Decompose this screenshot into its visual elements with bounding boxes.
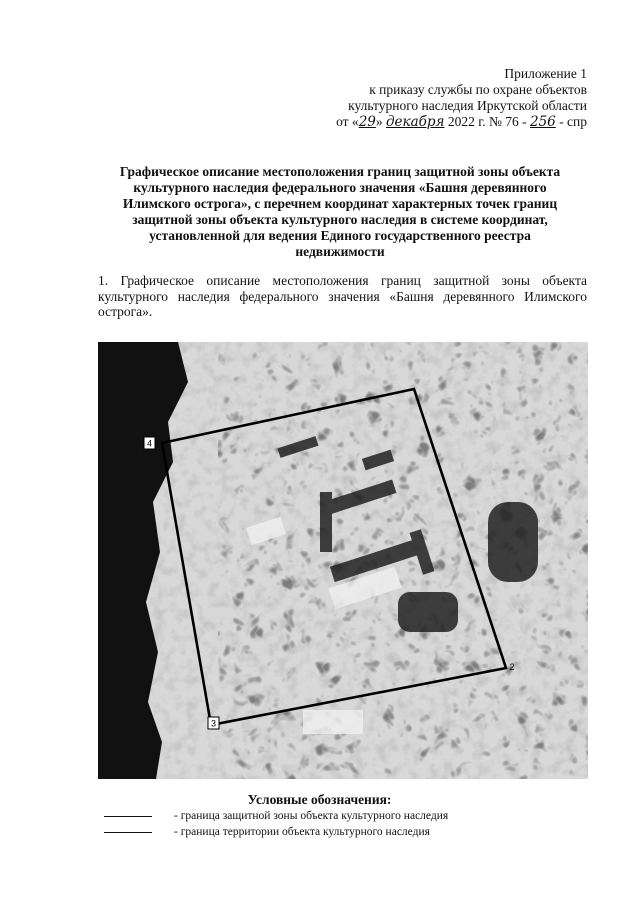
handwritten-number: 256 [530,114,556,130]
point-label-4 [144,437,155,449]
year-text: 2022 г. № 76 - [447,114,527,129]
legend-line-icon [104,816,152,817]
section-paragraph: 1. Графическое описание местоположения границ защитной зоны объекта культурного наследия федерального значения «Башня деревянного Илимского острога». [98,273,587,319]
handwritten-month: декабря [386,114,445,130]
date-mid: » [375,114,383,129]
legend-item-protection-zone [104,810,448,822]
legend-item-label: - граница территории объекта культурного наследия [174,826,430,838]
document-title: Графическое описание местоположения границ защитной зоны объекта культурного наследия федерального значения «Башня деревянного Илимского острога», с перечнем координат характерных точек границ защитной зоны объекта культурного наследия в системе координат, установленной для ведения Единого государственного реестра недвижимости [119,164,561,259]
svg-text:3: 3 [210,718,217,729]
order-suffix: - спр [559,114,587,129]
aerial-map-image [98,342,588,779]
legend-line-icon [104,832,152,833]
svg-text:4: 4 [146,438,153,449]
svg-text:2: 2 [509,662,515,672]
document-header [267,66,587,130]
point-label-3 [208,717,219,729]
handwritten-day: 29 [358,114,376,130]
legend-item-heritage-territory [104,826,430,838]
authority-name-line: культурного наследия Иркутской области [348,98,587,113]
date-prefix: от « [336,114,359,129]
order-date-line [267,114,587,130]
point-label-2 [509,662,514,672]
legend-item-label: - граница защитной зоны объекта культурного наследия [174,810,449,822]
appendix-title: Приложение 1 [504,66,587,81]
legend-title: Условные обозначения: [247,792,392,807]
order-reference-line: к приказу службы по охране объектов [369,82,587,97]
